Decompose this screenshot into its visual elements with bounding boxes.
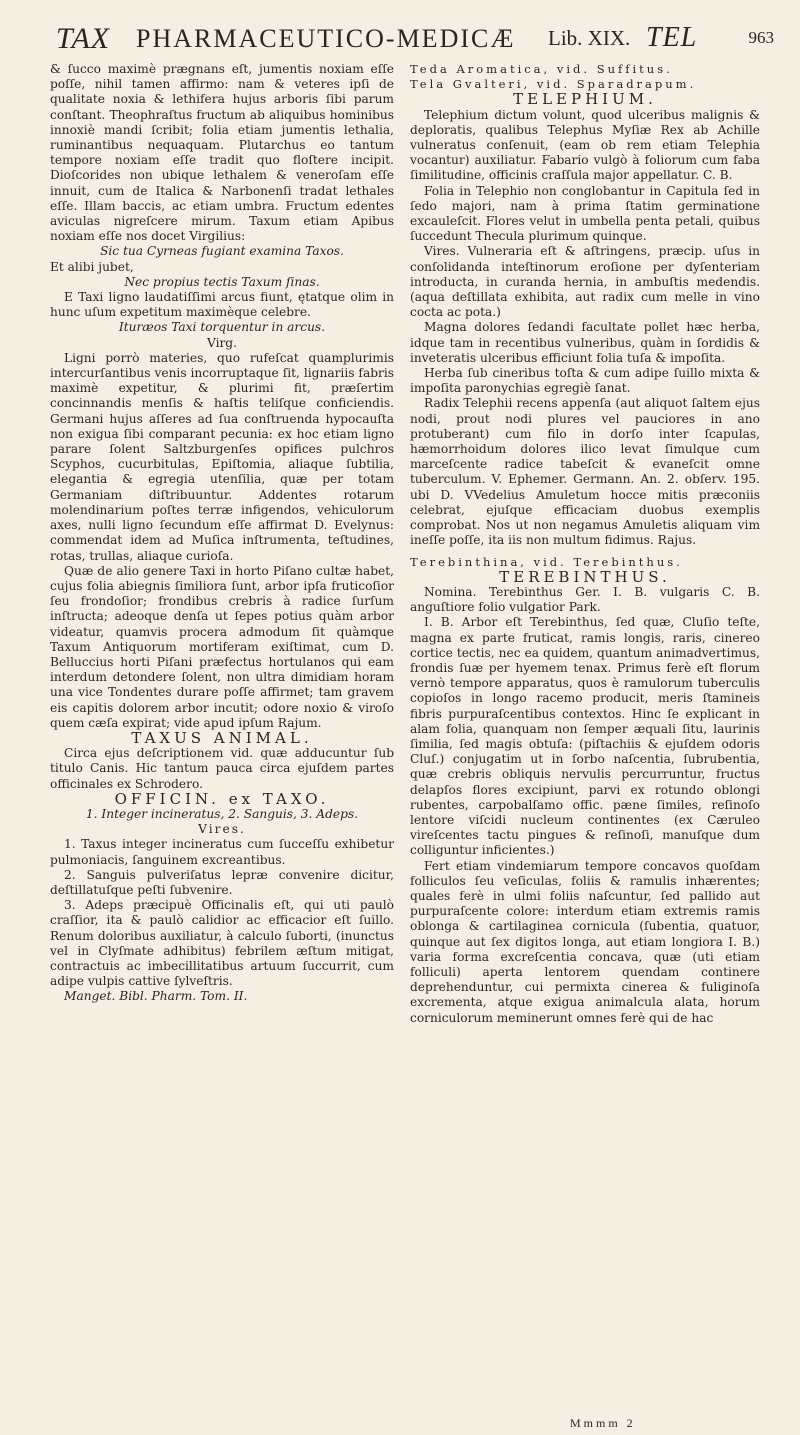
header-left-word: TAX [56,22,111,55]
paragraph: & ſucco maximè prægnans eſt, jumentis noxiam eſſe poſſe, nihil tamen affirmo: nam & veteres ipſi de qualitate noxia & lethifera hujus arboris ſibi parum conſtant. Theophraſtus fructum ab aliquibus hominibus innoxiè mandi ſcribit; folia etiam jumentis lethalia, ruminantibus nequaquam. Plutarchus eo tantum tempore noxiam eſſe tradit quo floſtere incipit. Dioſcorides non ubique lethalem & veneroſam eſſe innuit, cum de Italica & Narbonenſi tradat lethales eſſe. Illam baccis, ac etiam umbra. Fructum edentes aviculas nigreſcere mirum. Taxum etiam Apibus noxiam eſſe nos docet Virgilius: [50,62,394,244]
subheading: Vires. [198,822,246,837]
cross-reference: Tela Gvalteri, vid. Sparadrapum. [410,77,697,92]
paragraph: Quæ de alio genere Taxi in horto Piſano cultæ habet, cujus folia abiegnis ſimiliora ſunt, arbor ipſa fruticoſior ſeu frondoſior; frondibus crebris à radice ſurſum inſtructa; adeoque denſa ut ſepes potius quàm arbor videatur, quamvis procera admodum ſit quàmque Taxum Antiquorum mortiferam exiſtimat, cum D. Belluccius horti Piſani præfectus hortulanos qui eam interdum detondere ſolent, non ultra dimidiam horam una vice Tondentes durare poſſe affirmet; tam gravem eis capitis dolorem arbor incutit; odore noxio & viroſo quem cæſa expirat; vide apud ipſum Rajum. [50,563,394,730]
signature-mark: Mmmm 2 [570,1416,636,1430]
verse-quote: Sic tua Cyrneas fugiant examina Taxos. [100,244,344,259]
officinal-list: 1. Integer incineratus, 2. Sanguis, 3. Adeps. [85,806,359,821]
verse-quote: Ituræos Taxi torquentur in arcus. [118,320,326,335]
paragraph: Fert etiam vindemiarum tempore concavos quoſdam folliculos ſeu veſiculas, foliis & ramulis inhærentes; quales ferè in ulmi foliis naſcuntur, ſed pallido aut purpuraſcente colore: interdum etiam extremis ramis oblonga & cartilaginea cornicula (ſubentia, quatuor, quinque aut ſex digitos longa, aut etiam longiora I. B.) varia forma excreſcentia concava, quæ (uti etiam folliculi) aperta lentorem quendam continere deprehenduntur, cui permixta cinerea & fuliginoſa excrementa, atque exigua animalcula alata, horum corniculorum meminerunt omnes ferè qui de hac [410,858,760,1025]
cross-reference: Teda Aromatica, vid. Suffitus. [410,62,673,76]
section-heading: TELEPHIUM. [513,90,657,109]
right-column [410,62,760,1026]
verse-quote: Nec propius tectis Taxum ſinas. [124,274,320,289]
cross-reference: Terebinthina, vid. Terebinthus. [410,554,683,569]
paragraph: Telephium dictum volunt, quod ulceribus malignis & deploratis, qualibus Telephus Myſiæ Rex ab Achille vulneratus conſenuit, (eam ob rem etiam Telephia vocantur) auxiliatur. Fabario vulgò à foliorum cum faba ſimilitudine, officinis craſſula major appellatur. C. B. [410,107,760,183]
paragraph: Et alibi jubet, [50,259,134,274]
paragraph: Folia in Telephio non conglobantur in Capitula ſed in ſedo majori, nam à prima ſtatim germinatione excauleſcit. Flores velut in umbella penta petali, quibus ſuccedunt Thecula plurimum quinque. [410,183,760,244]
paragraph: I. B. Arbor eſt Terebinthus, ſed quæ, Cluſio teſte, magna ex parte fruticat, ramis longis, raris, cinereo cortice tectis, nec ea quidem, quantum animadvertimus, frondis ſuæ per hyemem tenax. Primus ferè eſt florum vernò tempore apparatus, quos è ramulorum tuberculis copioſos in longo racemo producit, meris ſtamineis fibris purpuraſcentibus contextos. Hinc ſe explicant in alam folia, quanquam non ſemper æquali ſitu, laurinis ſimilia, ſed magis obtuſa: (piſtachiis & ejuſdem odoris Cluſ.) conjugatim ut in ſorbo naſcentia, ſubrubentia, quæ crebris obliquis nervulis percurruntur, fructus delapſos flores excipiunt, parvi ex rotundo oblongi rubentes, carpobalſamo offic. pæne ſimiles, reſinoſo lentore viſcidi nucleum continentes (ex Cæruleo vireſcentes tactu pingues & reſinoſi, manuſque dum colliguntur inficientes.) [410,615,760,858]
paragraph: Radix Telephii recens appenſa (aut aliquot ſaltem ejus nodi, prout nodi plures vel pauciores in ano protuberant) cum filo in dorſo inter ſcapulas, hæmorrhoidum dolores ilico levat ſimulque cum marceſcente radice tabeſcit & evaneſcit omne tuberculum. V. Ephemer. Germann. An. 2. obſerv. 195. ubi D. VVedelius Amuletum hocce mitis præconiis celebrat, ejuſque efficaciam duobus exemplis comprobat. Nos ut non negamus Amuletis aliquam vim ineſſe poſſe, ita iis non multum fidimus. Rajus. [410,396,760,548]
verse-source: Virg. [207,335,237,350]
left-column [50,62,394,1005]
paragraph: Magna dolores ſedandi facultate pollet hæc herba, idque tam in recentibus vulneribus, quàm in ſordidis & inveteratis ulceribus efficiunt folia tuſa & impoſita. [410,320,760,365]
citation: Manget. Bibl. Pharm. Tom. II. [64,989,248,1004]
section-heading: TEREBINTHUS. [499,567,671,586]
page-number: 963 [748,28,774,47]
header-book-number: Lib. XIX. [548,26,631,50]
paragraph: E Taxi ligno laudatiſſimi arcus fiunt, ętatque olim in hunc uſum expetitum maximèque celebre. [50,290,394,320]
paragraph: Nomina. Terebinthus Ger. I. B. vulgaris C. B. anguſtiore folio vulgatior Park. [410,584,760,615]
paragraph: Ligni porrò materies, quo rufeſcat quamplurimis intercurſantibus venis incorruptaque ſit, lignariis fabris maximè expetitur, & plurimi fit, præſertim concinnandis menſis & haſtis teliſque conficiendis. Germani hujus aſſeres ad ſua conſtruenda hypocauſta non exigua ſibi comparant pecunia: ex hoc etiam ligno parare ſolent Saltzburgenſes opifices pulchros Scyphos, cucurbitulas, Epiſtomia, aliaque ſubtilia, elegantia & egregia utenſilia, quæ per totam Germaniam diſtribuuntur. Addentes rotarum molendinarium poſtes terræ infigendos, vehiculorum axes, nulli ligno ſecundum eſſe affirmat D. Evelynus: commendat idem ad Muſica inſtrumenta, teſtudines, rotas, trullas, aliaque curioſa. [50,350,394,563]
header-title: PHARMACEUTICO-MEDICÆ [136,24,516,53]
header-right-word: TEL [646,22,698,53]
running-header [56,18,774,62]
paragraph: Circa ejus deſcriptionem vid. quæ adducuntur ſub titulo Canis. Hic tantum pauca circa ejuſdem partes officinales ex Schrodero. [50,746,394,791]
list-item: 1. Taxus integer incineratus cum ſucceſſu exhibetur pulmoniacis, ſanguinem excreantibus. [50,837,394,867]
section-heading: OFFICIN. ex TAXO. [114,789,330,808]
section-heading: TAXUS ANIMAL. [131,728,313,747]
list-item: 2. Sanguis pulveriſatus lepræ convenire dicitur, deſtillatuſque peſti ſubvenire. [50,867,394,897]
paragraph: Herba ſub cineribus toſta & cum adipe ſuillo mixta & impoſita paronychias egregiè ſanat. [410,366,760,396]
list-item: 3. Adeps præcipuè Officinalis eſt, qui uti paulò craſſior, ita & paulò calidior ac efficacior eſt ſuillo. Renum doloribus auxiliatur, à calculo ſuborti, (inunctus vel in Clyſmate adhibitus) febrilem æſtum mitigat, contractuis ac imbecillitatibus artuum ſuccurrit, cum adipe vulpis cattive ſylveſtris. [50,898,394,989]
paragraph: Vires. Vulneraria eſt & aſtringens, præcip. uſus in conſolidanda inteſtinorum eroſione per dyſenteriam introducta, in curanda hernia, in ambuſtis medendis. (aqua deſtillata exhibita, aut radix cum melle in vino cocta ac pota.) [410,244,760,320]
